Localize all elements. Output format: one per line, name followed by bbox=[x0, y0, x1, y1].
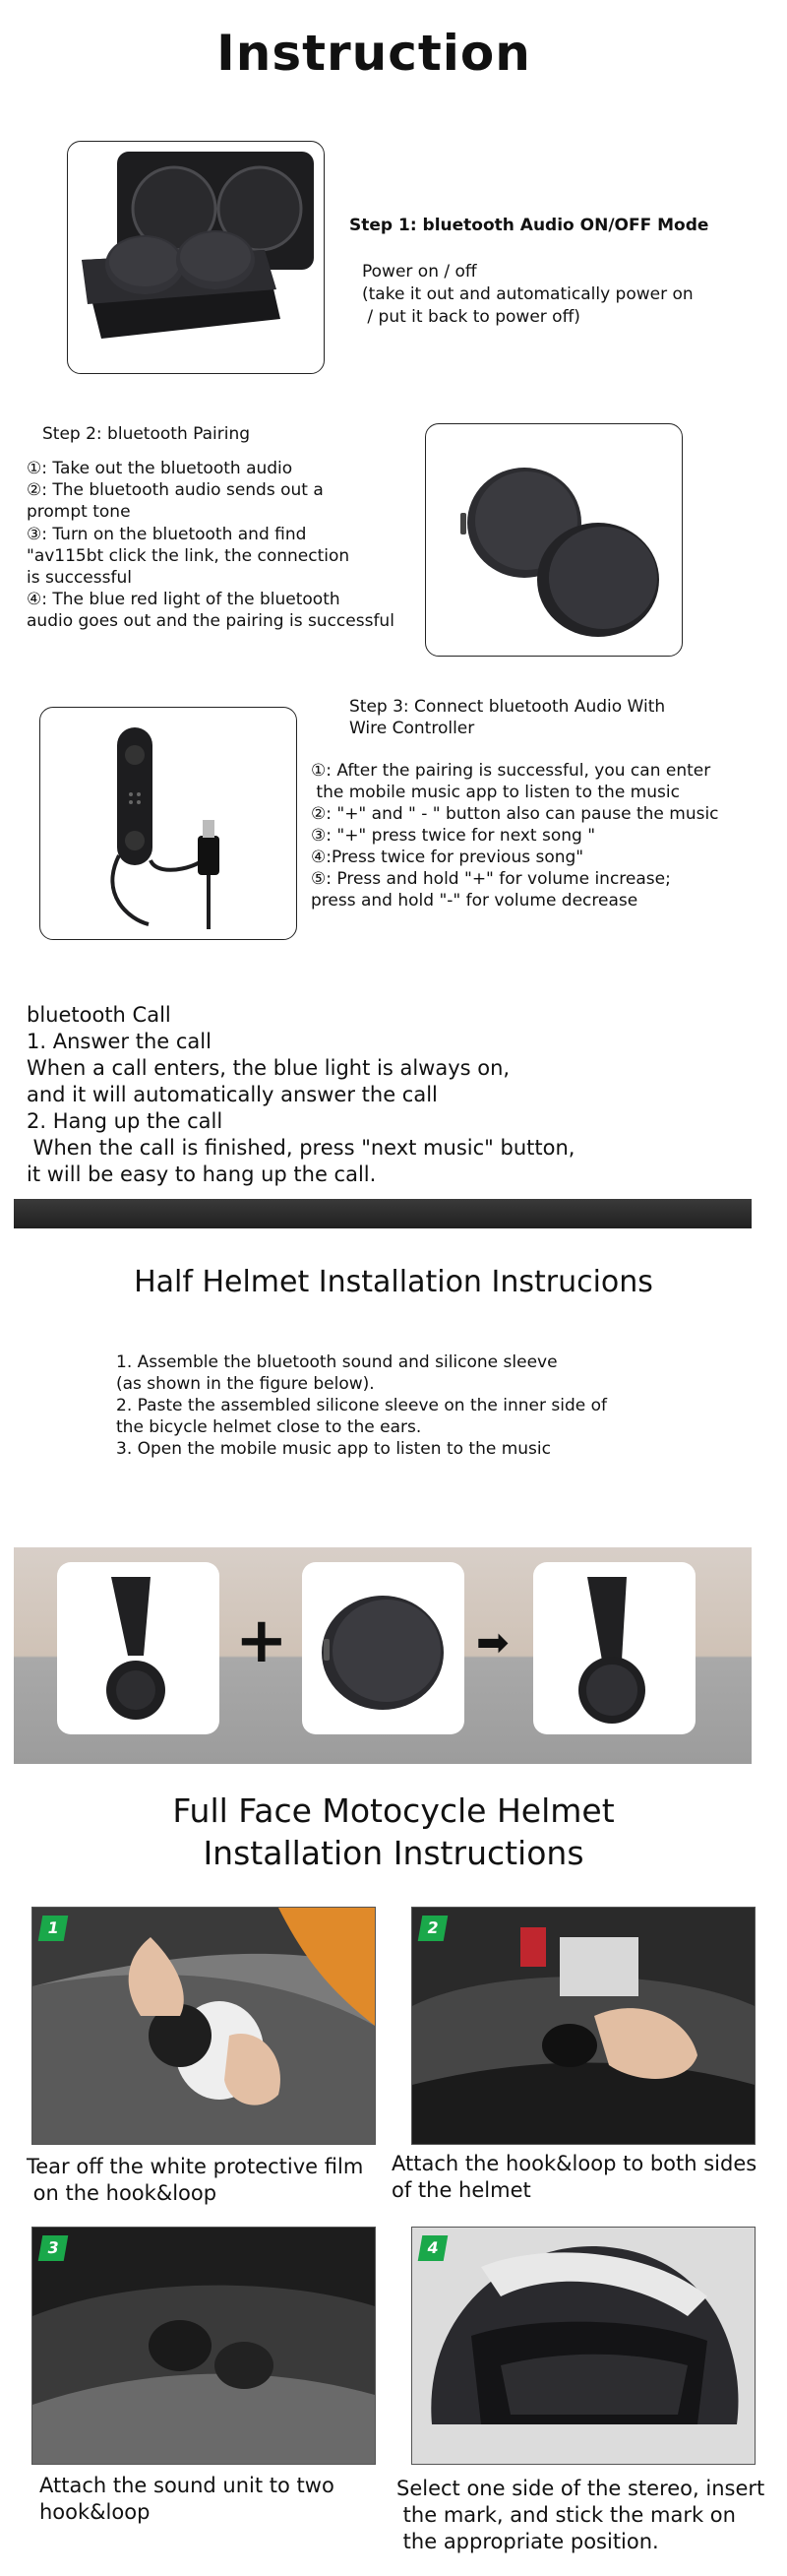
step-caption: Select one side of the stereo, insert bbox=[396, 2477, 765, 2500]
step-caption: Attach the sound unit to two bbox=[39, 2474, 334, 2497]
step3-line: the mobile music app to listen to the music bbox=[311, 783, 680, 802]
half-helmet-line: the bicycle helmet close to the ears. bbox=[116, 1417, 422, 1437]
page-title: Instruction bbox=[216, 25, 531, 82]
step-badge: 1 bbox=[38, 1916, 69, 1941]
step2-line: prompt tone bbox=[27, 502, 131, 522]
half-helmet-line: (as shown in the figure below). bbox=[116, 1374, 375, 1394]
step-caption: the mark, and stick the mark on bbox=[396, 2503, 736, 2527]
wire-controller-image bbox=[39, 707, 297, 940]
step-badge: 2 bbox=[418, 1916, 449, 1941]
call-line: 2. Hang up the call bbox=[27, 1109, 223, 1133]
call-line: When the call is finished, press "next music" button, bbox=[27, 1136, 575, 1160]
step-caption: of the helmet bbox=[392, 2178, 531, 2202]
step1-line: (take it out and automatically power on bbox=[362, 284, 694, 304]
step3-heading: Wire Controller bbox=[349, 719, 475, 738]
call-line: and it will automatically answer the call bbox=[27, 1083, 438, 1106]
call-line: it will be easy to hang up the call. bbox=[27, 1162, 377, 1186]
half-helmet-line: 1. Assemble the bluetooth sound and silicone sleeve bbox=[116, 1352, 558, 1372]
half-helmet-line: 3. Open the mobile music app to listen to the music bbox=[116, 1439, 551, 1459]
step-caption: on the hook&loop bbox=[27, 2181, 217, 2205]
step1-line: / put it back to power off) bbox=[362, 307, 580, 327]
charging-case-image bbox=[67, 141, 325, 374]
step2-line: audio goes out and the pairing is successful bbox=[27, 611, 394, 631]
step2-line: ③: Turn on the bluetooth and find bbox=[27, 525, 307, 544]
step2-line: ④: The blue red light of the bluetooth bbox=[27, 590, 340, 609]
step3-heading: Step 3: Connect bluetooth Audio With bbox=[349, 697, 666, 717]
step-caption: hook&loop bbox=[39, 2500, 151, 2524]
half-helmet-heading: Half Helmet Installation Instrucions bbox=[134, 1265, 653, 1299]
step1-heading: Step 1: bluetooth Audio ON/OFF Mode bbox=[349, 216, 709, 235]
step2-line: is successful bbox=[27, 568, 132, 588]
step1-line: Power on / off bbox=[362, 262, 477, 282]
section-divider bbox=[14, 1199, 752, 1228]
call-line: bluetooth Call bbox=[27, 1003, 171, 1027]
speaker-unit-card bbox=[302, 1562, 464, 1734]
plus-sign: + bbox=[235, 1604, 288, 1677]
step-badge: 4 bbox=[418, 2235, 449, 2261]
step-caption: the appropriate position. bbox=[396, 2530, 659, 2553]
step2-line: ②: The bluetooth audio sends out a bbox=[27, 480, 324, 500]
speaker-pair-image bbox=[425, 423, 683, 657]
step2-heading: Step 2: bluetooth Pairing bbox=[42, 424, 251, 444]
step3-line: ②: "+" and " - " button also can pause the music bbox=[311, 804, 719, 824]
step-caption: Tear off the white protective film bbox=[27, 2155, 364, 2178]
step3-line: ①: After the pairing is successful, you can enter bbox=[311, 761, 711, 781]
step-photo-3 bbox=[31, 2227, 376, 2465]
step-caption: Attach the hook&loop to both sides bbox=[392, 2152, 757, 2175]
step3-line: press and hold "-" for volume decrease bbox=[311, 891, 638, 911]
step3-line: ③: "+" press twice for next song " bbox=[311, 826, 596, 846]
step3-line: ④:Press twice for previous song" bbox=[311, 848, 584, 867]
half-helmet-line: 2. Paste the assembled silicone sleeve on the inner side of bbox=[116, 1396, 607, 1415]
assembly-banner bbox=[14, 1547, 752, 1764]
step-badge: 3 bbox=[38, 2235, 69, 2261]
full-face-heading: Full Face Motocycle Helmet bbox=[172, 1791, 615, 1830]
silicone-sleeve-card bbox=[57, 1562, 219, 1734]
step2-line: ①: Take out the bluetooth audio bbox=[27, 459, 293, 478]
step-photo-2 bbox=[411, 1907, 756, 2145]
step-photo-1 bbox=[31, 1907, 376, 2145]
arrow-icon: ➡ bbox=[476, 1620, 510, 1665]
assembled-sleeve-card bbox=[533, 1562, 696, 1734]
call-line: When a call enters, the blue light is always on, bbox=[27, 1056, 511, 1080]
step3-line: ⑤: Press and hold "+" for volume increase; bbox=[311, 869, 671, 889]
step-photo-4 bbox=[411, 2227, 756, 2465]
full-face-heading: Installation Instructions bbox=[203, 1834, 584, 1872]
call-line: 1. Answer the call bbox=[27, 1030, 212, 1053]
bluetooth-call-section bbox=[27, 1002, 575, 1188]
step2-line: "av115bt click the link, the connection bbox=[27, 546, 350, 566]
